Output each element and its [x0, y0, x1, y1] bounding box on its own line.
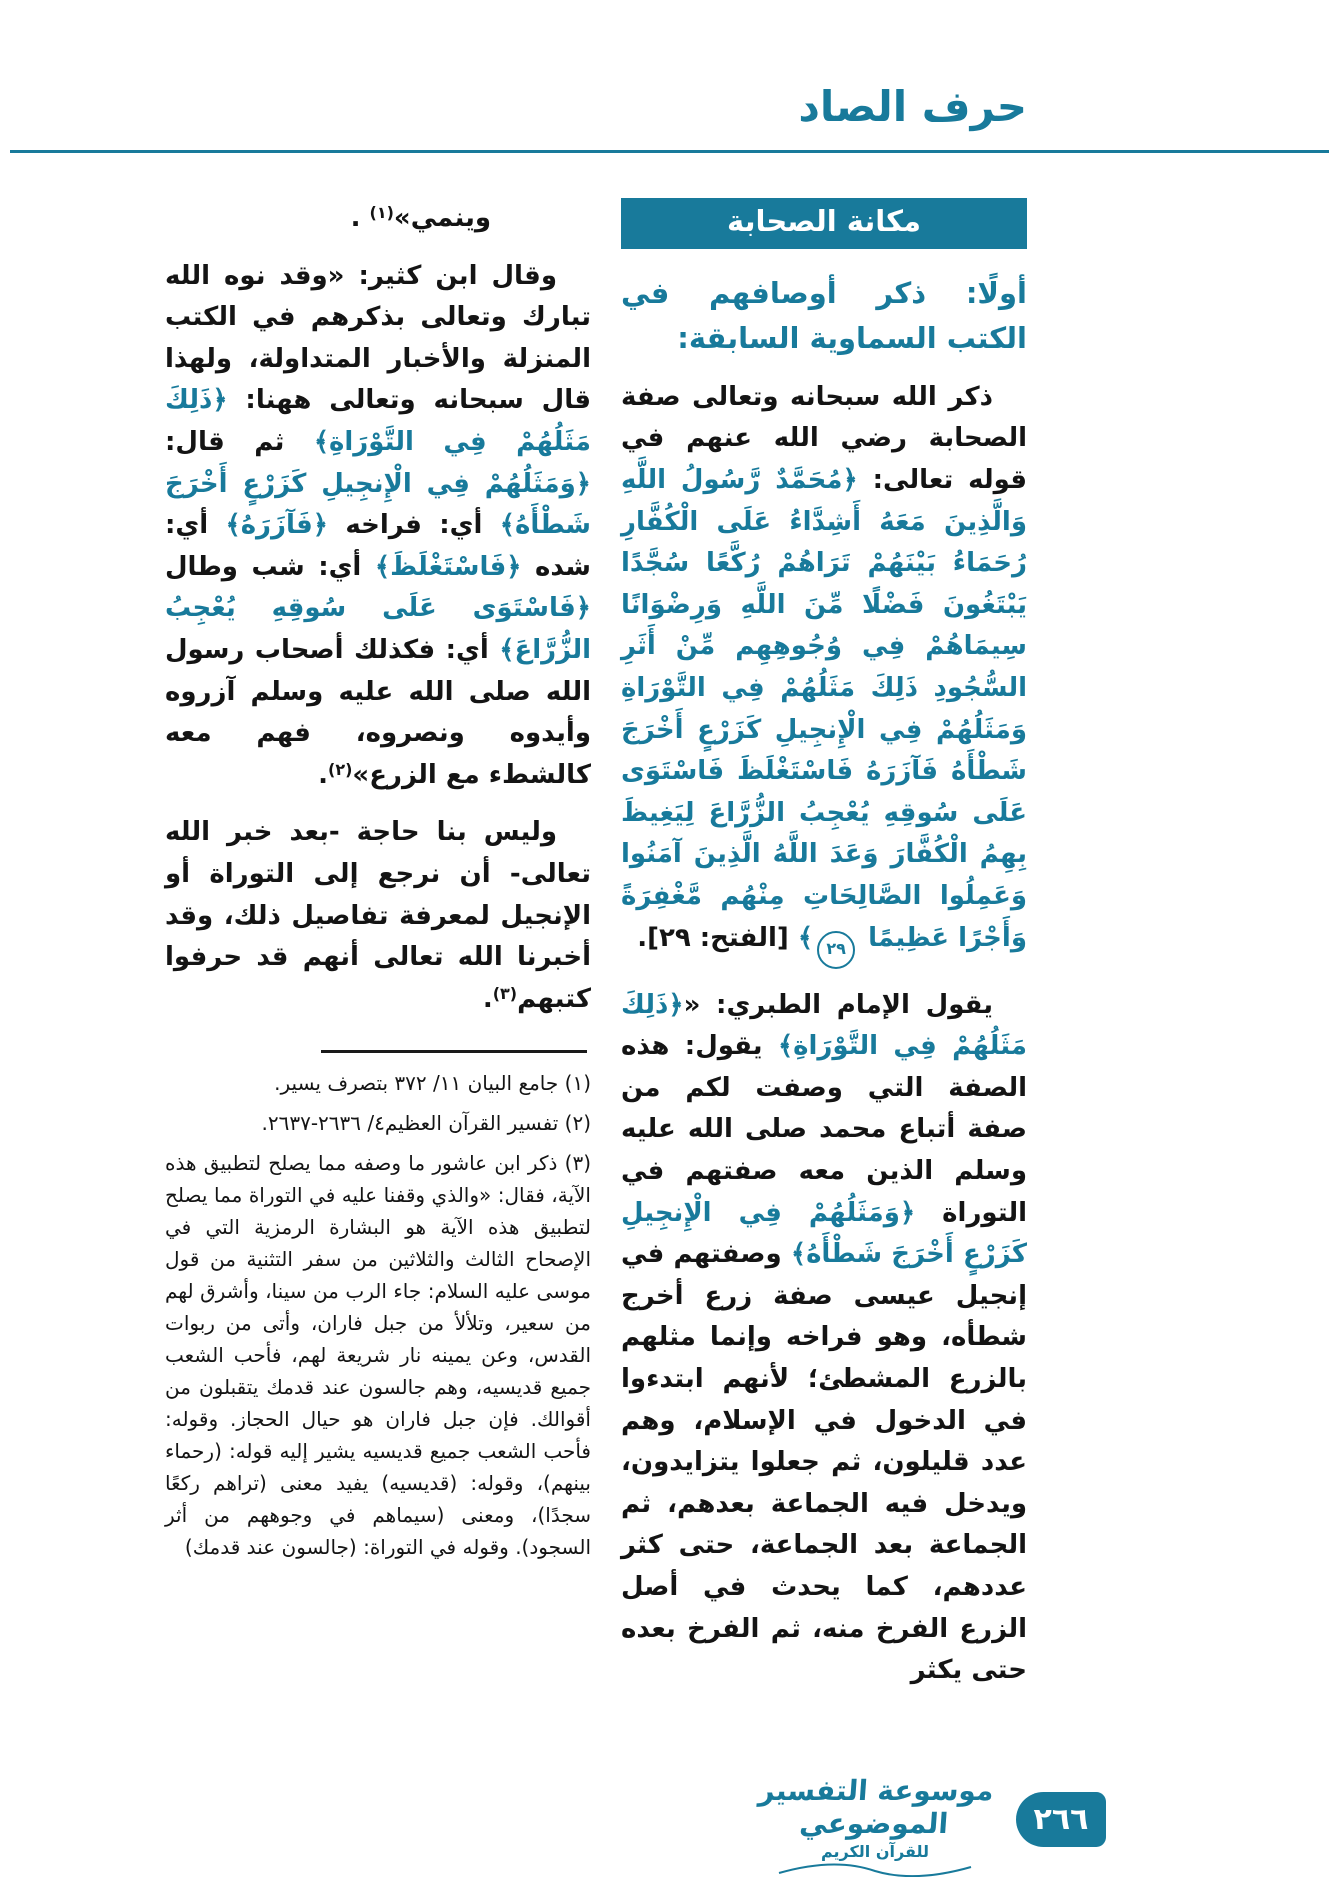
footnote-divider	[321, 1050, 587, 1053]
seal-flourish-ornament	[775, 1863, 975, 1877]
body-text: يقول: هذه الصفة التي وصفت لكم من صفة أتباع محمد صلى الله عليه وسلم الذين معه صفتهم في التوراة	[621, 1031, 1027, 1228]
ayah-number-ornament: ٢٩	[817, 931, 855, 969]
body-text: أي: فراخه	[328, 510, 500, 541]
quran-quote: ﴾	[797, 922, 814, 953]
quran-quote: ﴿فَاسْتَغْلَظَ﴾	[374, 551, 522, 582]
footnote-1	[165, 1067, 591, 1099]
paragraph-verse	[621, 377, 1027, 969]
paragraph-ibn-kathir	[165, 256, 591, 797]
footnote-2	[165, 1107, 591, 1139]
footnote-marker: (٢)	[328, 759, 353, 779]
body-text: .	[318, 759, 329, 790]
body-text: وصفتهم في إنجيل عيسى صفة زرع أخرج شطأه، وهو فراخه وإنما مثلهم بالزرع المشطئ؛ لأنهم ابتدءوا في الدخول في الإسلام، وهم عدد قليلون، ثم جعلوا يتزايدون، ويدخل فيه الجماعة بعدهم، ثم الجماعة بعد الجماعة، حتى كثر عددهم، كما يحدث في أصل الزرع الفرخ منه، ثم الفرخ بعده حتى يكثر	[621, 1239, 1027, 1686]
quran-quote: ﴿ذَلِكَ مَثَلُهُمْ فِي التَّوْرَاةِ﴾	[165, 385, 591, 457]
quran-quote: ﴿وَمَثَلُهُمْ فِي الْإِنجِيلِ كَزَرْعٍ أَخْرَجَ شَطْأَهُ﴾	[621, 1197, 1027, 1270]
footnote-3	[165, 1147, 591, 1563]
body-text: .	[350, 203, 370, 233]
topic-title: مكانة الصحابة	[621, 198, 1027, 249]
body-text: وقال ابن كثير: «وقد نوه الله تبارك وتعالى بذكرهم في الكتب المنزلة والأخبار المتداولة، ولهذا قال سبحانه وتعالى ههنا:	[165, 260, 591, 416]
body-text: (٢) تفسير القرآن العظيم٤/ ٢٦٣٦-٢٦٣٧.	[261, 1111, 591, 1136]
footnote-marker: (١)	[369, 203, 394, 222]
footnote-marker: (٣)	[492, 983, 518, 1003]
header-divider	[10, 150, 1329, 153]
subsection-heading: أولًا: ذكر أوصافهم في الكتب السماوية السابقة:	[621, 276, 1027, 355]
quran-quote: ﴿ذَلِكَ مَثَلُهُمْ فِي التَّوْرَاةِ﴾	[621, 989, 1027, 1062]
quran-quote: ﴿فَآزَرَهُ﴾	[225, 510, 329, 541]
body-text: [الفتح: ٢٩].	[637, 922, 798, 953]
page-number-badge: ٢٦٦	[1016, 1792, 1106, 1847]
body-text: وينمي»	[393, 203, 491, 233]
seal-title: موسوعة التفسير الموضوعي	[757, 1774, 995, 1840]
column-primary	[621, 198, 1027, 1692]
paragraph-continuation	[165, 198, 591, 240]
quran-quote: ﴿مُحَمَّدٌ رَّسُولُ اللَّهِ وَالَّذِينَ مَعَهُ أَشِدَّاءُ عَلَى الْكُفَّارِ رُحَمَاءُ بَيْنَهُمْ تَرَاهُمْ رُكَّعًا سُجَّدًا يَبْتَغُونَ فَضْلًا مِّنَ اللَّهِ وَرِضْوَانًا سِيمَاهُمْ فِي وُجُوهِهِم مِّنْ أَثَرِ السُّجُودِ ذَلِكَ مَثَلُهُمْ فِي التَّوْرَاةِ وَمَثَلُهُمْ فِي الْإِنجِيلِ كَزَرْعٍ أَخْرَجَ شَطْأَهُ فَآزَرَهُ فَاسْتَغْلَظَ فَاسْتَوَى عَلَى سُوقِهِ يُعْجِبُ الزُّرَّاعَ لِيَغِيظَ بِهِمُ الْكُفَّارَ وَعَدَ اللَّهُ الَّذِينَ آمَنُوا وَعَمِلُوا الصَّالِحَاتِ مِنْهُم مَّغْفِرَةً وَأَجْرًا عَظِيمًا	[621, 465, 1027, 953]
body-text: يقول الإمام الطبري: «	[683, 989, 993, 1020]
seal-subtitle: للقرآن الكريم	[820, 1842, 930, 1861]
body-text: وليس بنا حاجة -بعد خبر الله تعالى- أن نرجع إلى التوراة أو الإنجيل لمعرفة تفاصيل ذلك، وقد أخبرنا الله تعالى أنهم قد حرفوا كتبهم	[165, 817, 591, 1014]
paragraph-tabari	[621, 985, 1027, 1692]
body-text: ثم قال:	[165, 426, 314, 457]
body-text: أي: فكذلك أصحاب رسول الله صلى الله عليه وسلم آزروه وأيدوه ونصروه، فهم معه كالشطء مع الزرع»	[165, 634, 591, 790]
publisher-seal	[742, 1774, 1008, 1877]
column-secondary	[165, 198, 591, 1563]
quran-quote: ﴿فَاسْتَوَى عَلَى سُوقِهِ يُعْجِبُ الزُّرَّاعَ﴾	[165, 593, 591, 665]
body-text: (١) جامع البيان ١١/ ٣٧٢ بتصرف يسير.	[274, 1071, 591, 1096]
content-columns	[165, 198, 1027, 1692]
section-heading: حرف الصاد	[798, 82, 1027, 131]
body-text: (٣) ذكر ابن عاشور ما وصفه مما يصلح لتطبيق هذه الآية، فقال: «والذي وقفنا عليه في التوراة مما يصلح لتطبيق هذه الآية هو البشارة الرمزية التي في الإصحاح الثالث والثلاثين من سفر التثنية من قول موسى عليه السلام: جاء الرب من سينا، وأشرق لهم من سعير، وتلألأ من جبل فاران، وأتى من ربوات القدس، وعن يمينه نار شريعة لهم، فأحب الشعب جميع قديسيه، وهم جالسون عند قدمك يتقبلون من أقوالك. فإن جبل فاران هو حيال الحجاز. وقوله: فأحب الشعب جميع قديسيه يشير إليه قوله: (رحماء بينهم)، وقوله: (قديسيه) يفيد معنى (تراهم ركعًا سجدًا)، ومعنى (سيماهم في وجوههم من أثر السجود). وقوله في التوراة: (جالسون عند قدمك)	[165, 1151, 591, 1560]
body-text: ذكر الله سبحانه وتعالى صفة الصحابة رضي الله عنهم في قوله تعالى:	[621, 381, 1028, 496]
body-text: أي: شب وطال	[165, 551, 375, 582]
paragraph-conclusion	[165, 812, 591, 1020]
quran-quote: ﴿وَمَثَلُهُمْ فِي الْإِنجِيلِ كَزَرْعٍ أَخْرَجَ شَطْأَهُ﴾	[165, 468, 591, 541]
body-text: .	[482, 983, 493, 1014]
body-text: أي: شده	[165, 510, 591, 582]
